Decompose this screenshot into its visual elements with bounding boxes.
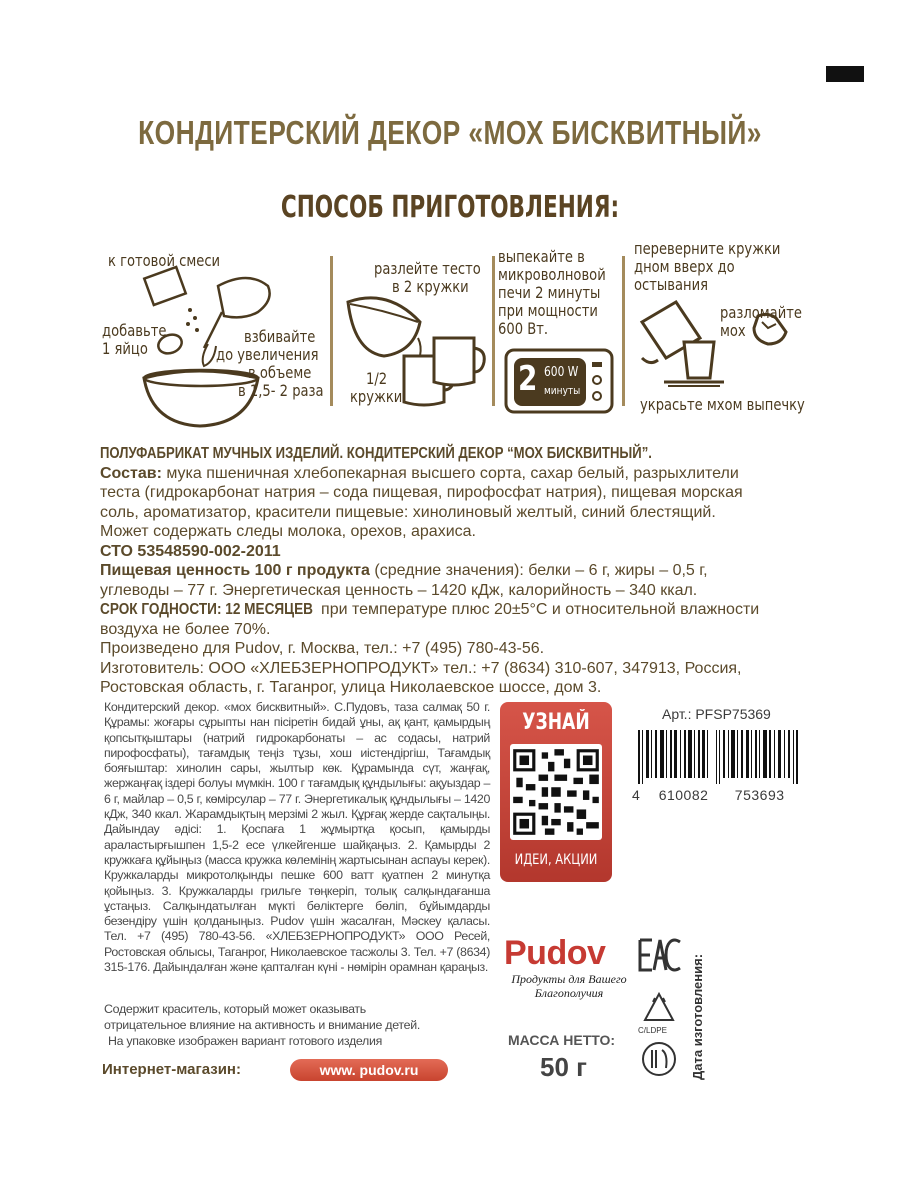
method-title: СПОСОБ ПРИГОТОВЛЕНИЯ: bbox=[280, 190, 620, 225]
microwave-big-number: 2 bbox=[518, 359, 538, 399]
shelf-life-line-1: при температуре плюс 20±5°С и относительной влажности bbox=[316, 601, 760, 618]
nutrition-line-1: (средние значения): белки – 6 г, жиры – 0,5 г, bbox=[369, 562, 708, 579]
qr-code-icon bbox=[510, 744, 602, 840]
step4-line1: переверните кружки bbox=[634, 239, 781, 258]
manufacture-date-label: Дата изготовления: bbox=[690, 953, 705, 1080]
step3-line2: микроволновой bbox=[498, 265, 606, 284]
shelf-life bbox=[100, 600, 810, 620]
produced-for: Произведено для Pudov, г. Москва, тел.: +7 (495) 780-43-56. bbox=[100, 640, 545, 657]
step2-line2: в 2 кружки bbox=[392, 277, 469, 296]
step4-line2: дном вверх до bbox=[634, 257, 735, 276]
composition bbox=[100, 464, 810, 484]
article-number: Арт.: PFSP75369 bbox=[662, 706, 771, 722]
kazakh-description: Кондитерский декор. «мох бисквитный». С.Пудовъ, таза салмақ 50 г. Құрамы: жоғары сұрыпты нан пісіретін бидай ұны, ақ қант, қамырдың қопсытқыштары (натрий гидрокарбонаты – ас содасы, натрий пирофосфаты), тағамдық теңіз тұзы, хош иістендіргіш, Тағамдық бояғыштар: хинолин сары, жылтыр көк. Құрамында сүт, жаңғақ, жержаңғақ іздері болуы мүмкін. 100 г тағамдық құндылығы: ақуыздар – 6 г, майлар – 0,5 г, көмірсулар – 77 г. Энергетикалық құндылығы – 1420 кДж, 340 ккал. Жарамдықтың мерзімі 2 жыл. Құрғақ жерде сақталыңы. Дайындау әдісі: 1. Қоспаға 1 жұмыртқа қосып, қамырды араластырғышпен 1,5-2 есе үлкейгенше шайқаңыз. 2. Қамырды 2 кружкаға құйыңыз (масса кружка көлемінің жартысынан аспауы керек). Кружкаларды микротолқынды пешке 600 ватт қуатпен 2 минутқа қойыңыз. 3. Кружкаларды грильге төңкеріп, толық салқындағанша ұстаңыз. Салқындатылған мүкті бөліктерге бөліп, бұйымдарды безендіру үшін қолданыңыз. Pudov үшін жасалған, Мәскеу қаласы. Тел. +7 (495) 780-43-56. «ХЛЕБЗЕРНОПРОДУКТ» ООО Ресей, Ростовская облысы, Таганрог, Николаевское тасжолы 3. Тел. +7 (8634) 315-176. Дайындалған және қапталған күні - нөмірін орамнан қараңыз. bbox=[104, 700, 490, 975]
barcode-number bbox=[632, 787, 808, 803]
composition-line-1: мука пшеничная хлебопекарная высшего сорта, сахар белый, разрыхлители bbox=[166, 464, 739, 482]
step-divider bbox=[622, 256, 625, 406]
manufacturer-line-2: Ростовская область, г. Таганрог, улица Николаевское шоссе, дом 3. bbox=[100, 679, 602, 696]
recycle-code: C/LDPE bbox=[638, 1026, 667, 1035]
shop-url-link[interactable]: www. pudov.ru bbox=[290, 1059, 448, 1081]
registration-mark bbox=[826, 66, 864, 82]
composition-label: Состав: bbox=[100, 464, 162, 482]
recycle-icon bbox=[640, 990, 678, 1030]
image-note: На упаковке изображен вариант готового изделия bbox=[108, 1034, 383, 1048]
step1-whisk-line3: в объеме bbox=[248, 363, 312, 382]
step3-line5: 600 Вт. bbox=[498, 319, 549, 338]
microwave-minutes: минуты bbox=[544, 384, 581, 397]
nutrition bbox=[100, 561, 810, 581]
barcode-right-group: 753693 bbox=[734, 787, 785, 803]
step-1 bbox=[98, 236, 330, 436]
step-3 bbox=[498, 236, 616, 436]
step1-whisk-line2: до увеличения bbox=[216, 345, 319, 364]
qr-promo-card[interactable] bbox=[500, 702, 612, 882]
step3-line4: при мощности bbox=[498, 301, 598, 320]
step-2 bbox=[338, 236, 493, 436]
step2-fraction: 1/2 bbox=[366, 369, 388, 388]
online-shop-label: Интернет-магазин: bbox=[102, 1061, 241, 1078]
barcode-first-digit: 4 bbox=[632, 787, 641, 803]
standard-number: СТО 53548590-002-2011 bbox=[100, 542, 281, 560]
brand-logo: Pudov bbox=[504, 934, 606, 972]
step3-line3: печи 2 минуты bbox=[498, 283, 601, 302]
step-4 bbox=[628, 236, 818, 436]
qr-bottom-label: ИДЕИ, АКЦИИ bbox=[514, 852, 598, 868]
qr-code[interactable] bbox=[510, 744, 602, 840]
barcode-left-group: 610082 bbox=[658, 787, 709, 803]
warning-line-1: Содержит краситель, который может оказывать bbox=[104, 1002, 366, 1016]
step1-add-line2: 1 яйцо bbox=[102, 339, 148, 358]
net-weight-value: 50 г bbox=[540, 1052, 587, 1082]
colorant-warning bbox=[104, 1002, 494, 1033]
barcode bbox=[632, 730, 808, 784]
step1-whisk-line4: в 1,5- 2 раза bbox=[238, 381, 324, 400]
step4-break2: мох bbox=[720, 321, 746, 340]
step1-top-text: к готовой смеси bbox=[108, 251, 221, 270]
product-info bbox=[100, 444, 810, 698]
warning-line-2: отрицательное влияние на активность и внимание детей. bbox=[104, 1017, 420, 1032]
shelf-life-label: СРОК ГОДНОСТИ: 12 МЕСЯЦЕВ bbox=[100, 601, 313, 618]
step4-break1: разломайте bbox=[720, 303, 802, 322]
composition-line-2: теста (гидрокарбонат натрия – сода пищевая, пирофосфат натрия), пищевая морская bbox=[100, 484, 743, 501]
step-divider bbox=[492, 256, 495, 406]
qr-top-label: УЗНАЙ bbox=[522, 710, 590, 735]
food-safe-icon bbox=[640, 1040, 678, 1078]
microwave-watt: 600 W bbox=[544, 365, 579, 380]
step2-line1: разлейте тесто bbox=[374, 259, 481, 278]
brand-tagline bbox=[506, 972, 632, 1000]
product-line: ПОЛУФАБРИКАТ МУЧНЫХ ИЗДЕЛИЙ. КОНДИТЕРСКИЙ ДЕКОР “МОХ БИСКВИТНЫЙ”. bbox=[100, 445, 652, 462]
preparation-steps bbox=[98, 236, 818, 436]
manufacturer-line-1: Изготовитель: ООО «ХЛЕБЗЕРНОПРОДУКТ» тел.: +7 (8634) 310-607, 347913, Россия, bbox=[100, 659, 742, 677]
step3-line1: выпекайте в bbox=[498, 247, 585, 266]
step-divider bbox=[330, 256, 333, 406]
product-title: КОНДИТЕРСКИЙ ДЕКОР «МОХ БИСКВИТНЫЙ» bbox=[138, 114, 762, 151]
shelf-life-line-2: воздуха не более 70%. bbox=[100, 620, 271, 638]
nutrition-label: Пищевая ценность 100 г продукта bbox=[100, 562, 370, 579]
nutrition-line-2: углеводы – 77 г. Энергетическая ценность – 1420 кДж, калорийность – 340 ккал. bbox=[100, 581, 698, 599]
step4-line3: остывания bbox=[634, 275, 709, 294]
net-weight-label: МАССА НЕТТО: bbox=[508, 1032, 616, 1048]
brand-tagline-line-1: Продукты для Вашего bbox=[511, 972, 627, 986]
step2-fraction-label: кружки bbox=[350, 387, 403, 406]
eac-mark-icon bbox=[636, 938, 682, 972]
step4-decorate: украсьте мхом выпечку bbox=[640, 395, 805, 414]
composition-line-4: Может содержать следы молока, орехов, арахиса. bbox=[100, 523, 476, 540]
brand-tagline-line-2: Благополучия bbox=[534, 986, 604, 1000]
step1-whisk-line1: взбивайте bbox=[244, 327, 316, 346]
step1-add-line1: добавьте bbox=[102, 321, 167, 340]
composition-line-3: соль, ароматизатор, красители пищевые: хинолиновый желтый, синий блестящий. bbox=[100, 503, 716, 521]
